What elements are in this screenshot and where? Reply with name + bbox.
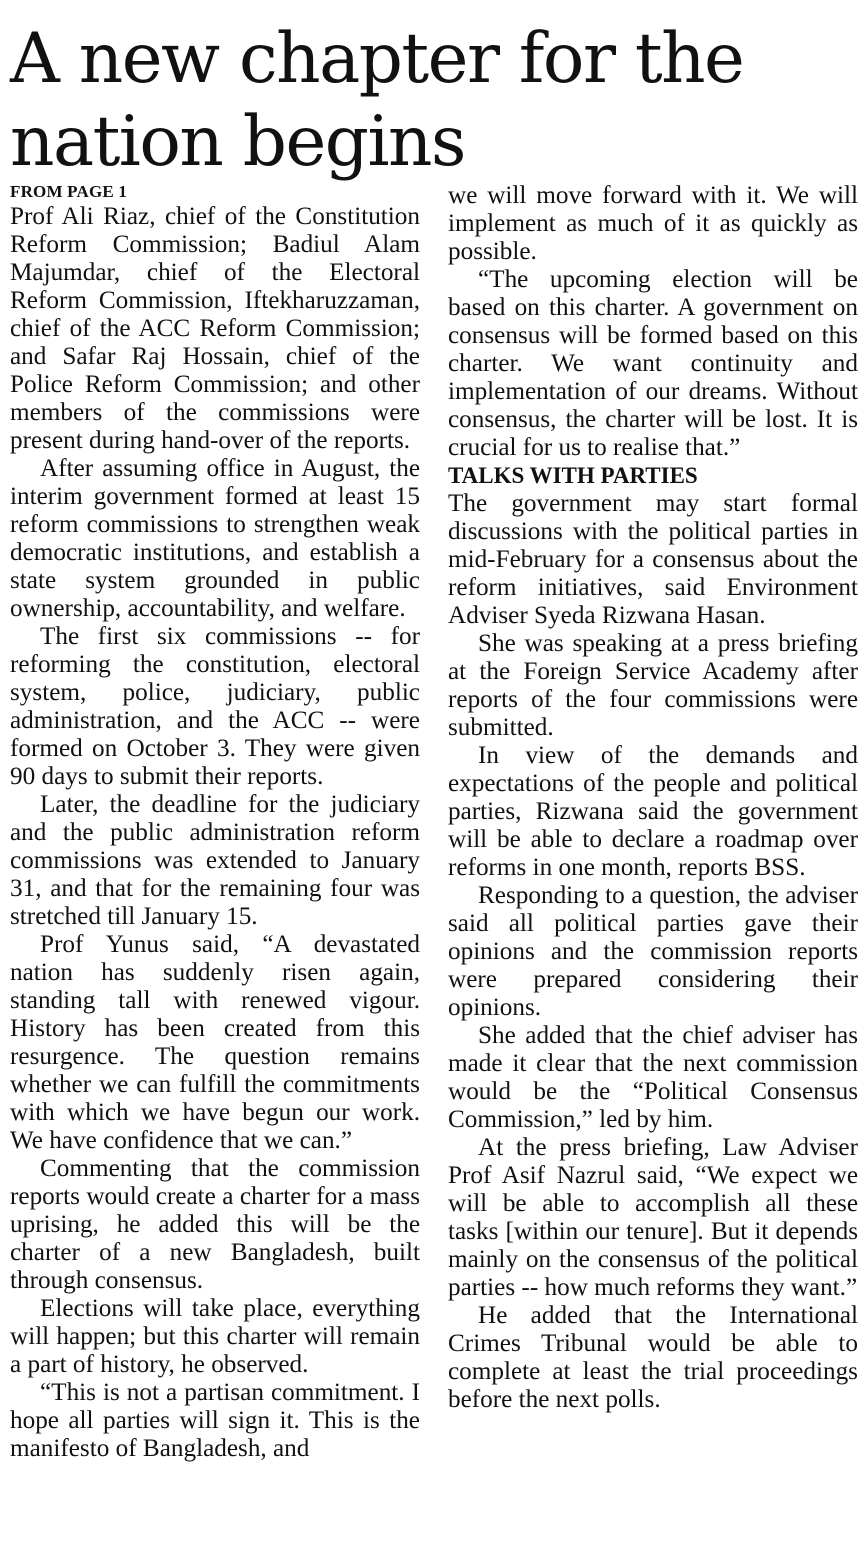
paragraph: “This is not a partisan commitment. I hope all parties will sign it. This is the manifesto of Bangladesh, and (10, 1379, 420, 1462)
paragraph: In view of the demands and expectations of the people and political parties, Rizwana said the government will be able to declare a roadmap over reforms in one month, reports BSS. (448, 742, 858, 881)
left-column (10, 181, 420, 1463)
paragraph: “The upcoming election will be based on this charter. A government on consensus will be formed based on this charter. We want continuity and implementation of our dreams. Without consensus, the charter will be lost. It is crucial for us to realise that.” (448, 266, 858, 461)
paragraph: Prof Ali Riaz, chief of the Constitution Reform Commission; Badiul Alam Majumdar, chief of the Electoral Reform Commission, Iftekharuzzaman, chief of the ACC Reform Commission; and Safar Raj Hossain, chief of the Police Reform Commission; and other members of the commissions were present during hand-over of the reports. (10, 203, 420, 454)
paragraph: After assuming office in August, the interim government formed at least 15 reform commissions to strengthen weak democratic institutions, and establish a state system grounded in public ownership, accountability, and welfare. (10, 455, 420, 622)
paragraph: Responding to a question, the adviser said all political parties gave their opinions and the commission reports were prepared considering their opinions. (448, 882, 858, 1021)
paragraph: The first six commissions -- for reforming the constitution, electoral system, police, judiciary, public administration, and the ACC -- were formed on October 3. They were given 90 days to submit their reports. (10, 623, 420, 790)
subheading: TALKS WITH PARTIES (448, 463, 698, 488)
paragraph: He added that the International Crimes Tribunal would be able to complete at least the trial proceedings before the next polls. (448, 1302, 858, 1413)
paragraph: Later, the deadline for the judiciary and the public administration reform commissions was extended to January 31, and that for the remaining four was stretched till January 15. (10, 791, 420, 930)
headline: A new chapter for the nation begins (10, 19, 744, 182)
paragraph: She was speaking at a press briefing at the Foreign Service Academy after reports of the four commissions were submitted. (448, 630, 858, 741)
paragraph: we will move forward with it. We will implement as much of it as quickly as possible. (448, 182, 858, 265)
kicker: FROM PAGE 1 (10, 182, 128, 201)
paragraph: Commenting that the commission reports would create a charter for a mass uprising, he added this will be the charter of a new Bangladesh, built through consensus. (10, 1155, 420, 1294)
paragraph: At the press briefing, Law Adviser Prof Asif Nazrul said, “We expect we will be able to accomplish all these tasks [within our tenure]. But it depends mainly on the consensus of the political parties -- how much reforms they want.” (448, 1134, 858, 1301)
paragraph: She added that the chief adviser has made it clear that the next commission would be the “Political Consensus Commission,” led by him. (448, 1022, 858, 1133)
paragraph: Elections will take place, everything will happen; but this charter will remain a part of history, he observed. (10, 1295, 420, 1378)
paragraph: Prof Yunus said, “A devastated nation has suddenly risen again, standing tall with renewed vigour. History has been created from this resurgence. The question remains whether we can fulfill the commitments with which we have begun our work. We have confidence that we can.” (10, 931, 420, 1154)
paragraph: The government may start formal discussions with the political parties in mid-February for a consensus about the reform initiatives, said Environment Adviser Syeda Rizwana Hasan. (448, 490, 858, 629)
right-column (448, 182, 858, 1414)
